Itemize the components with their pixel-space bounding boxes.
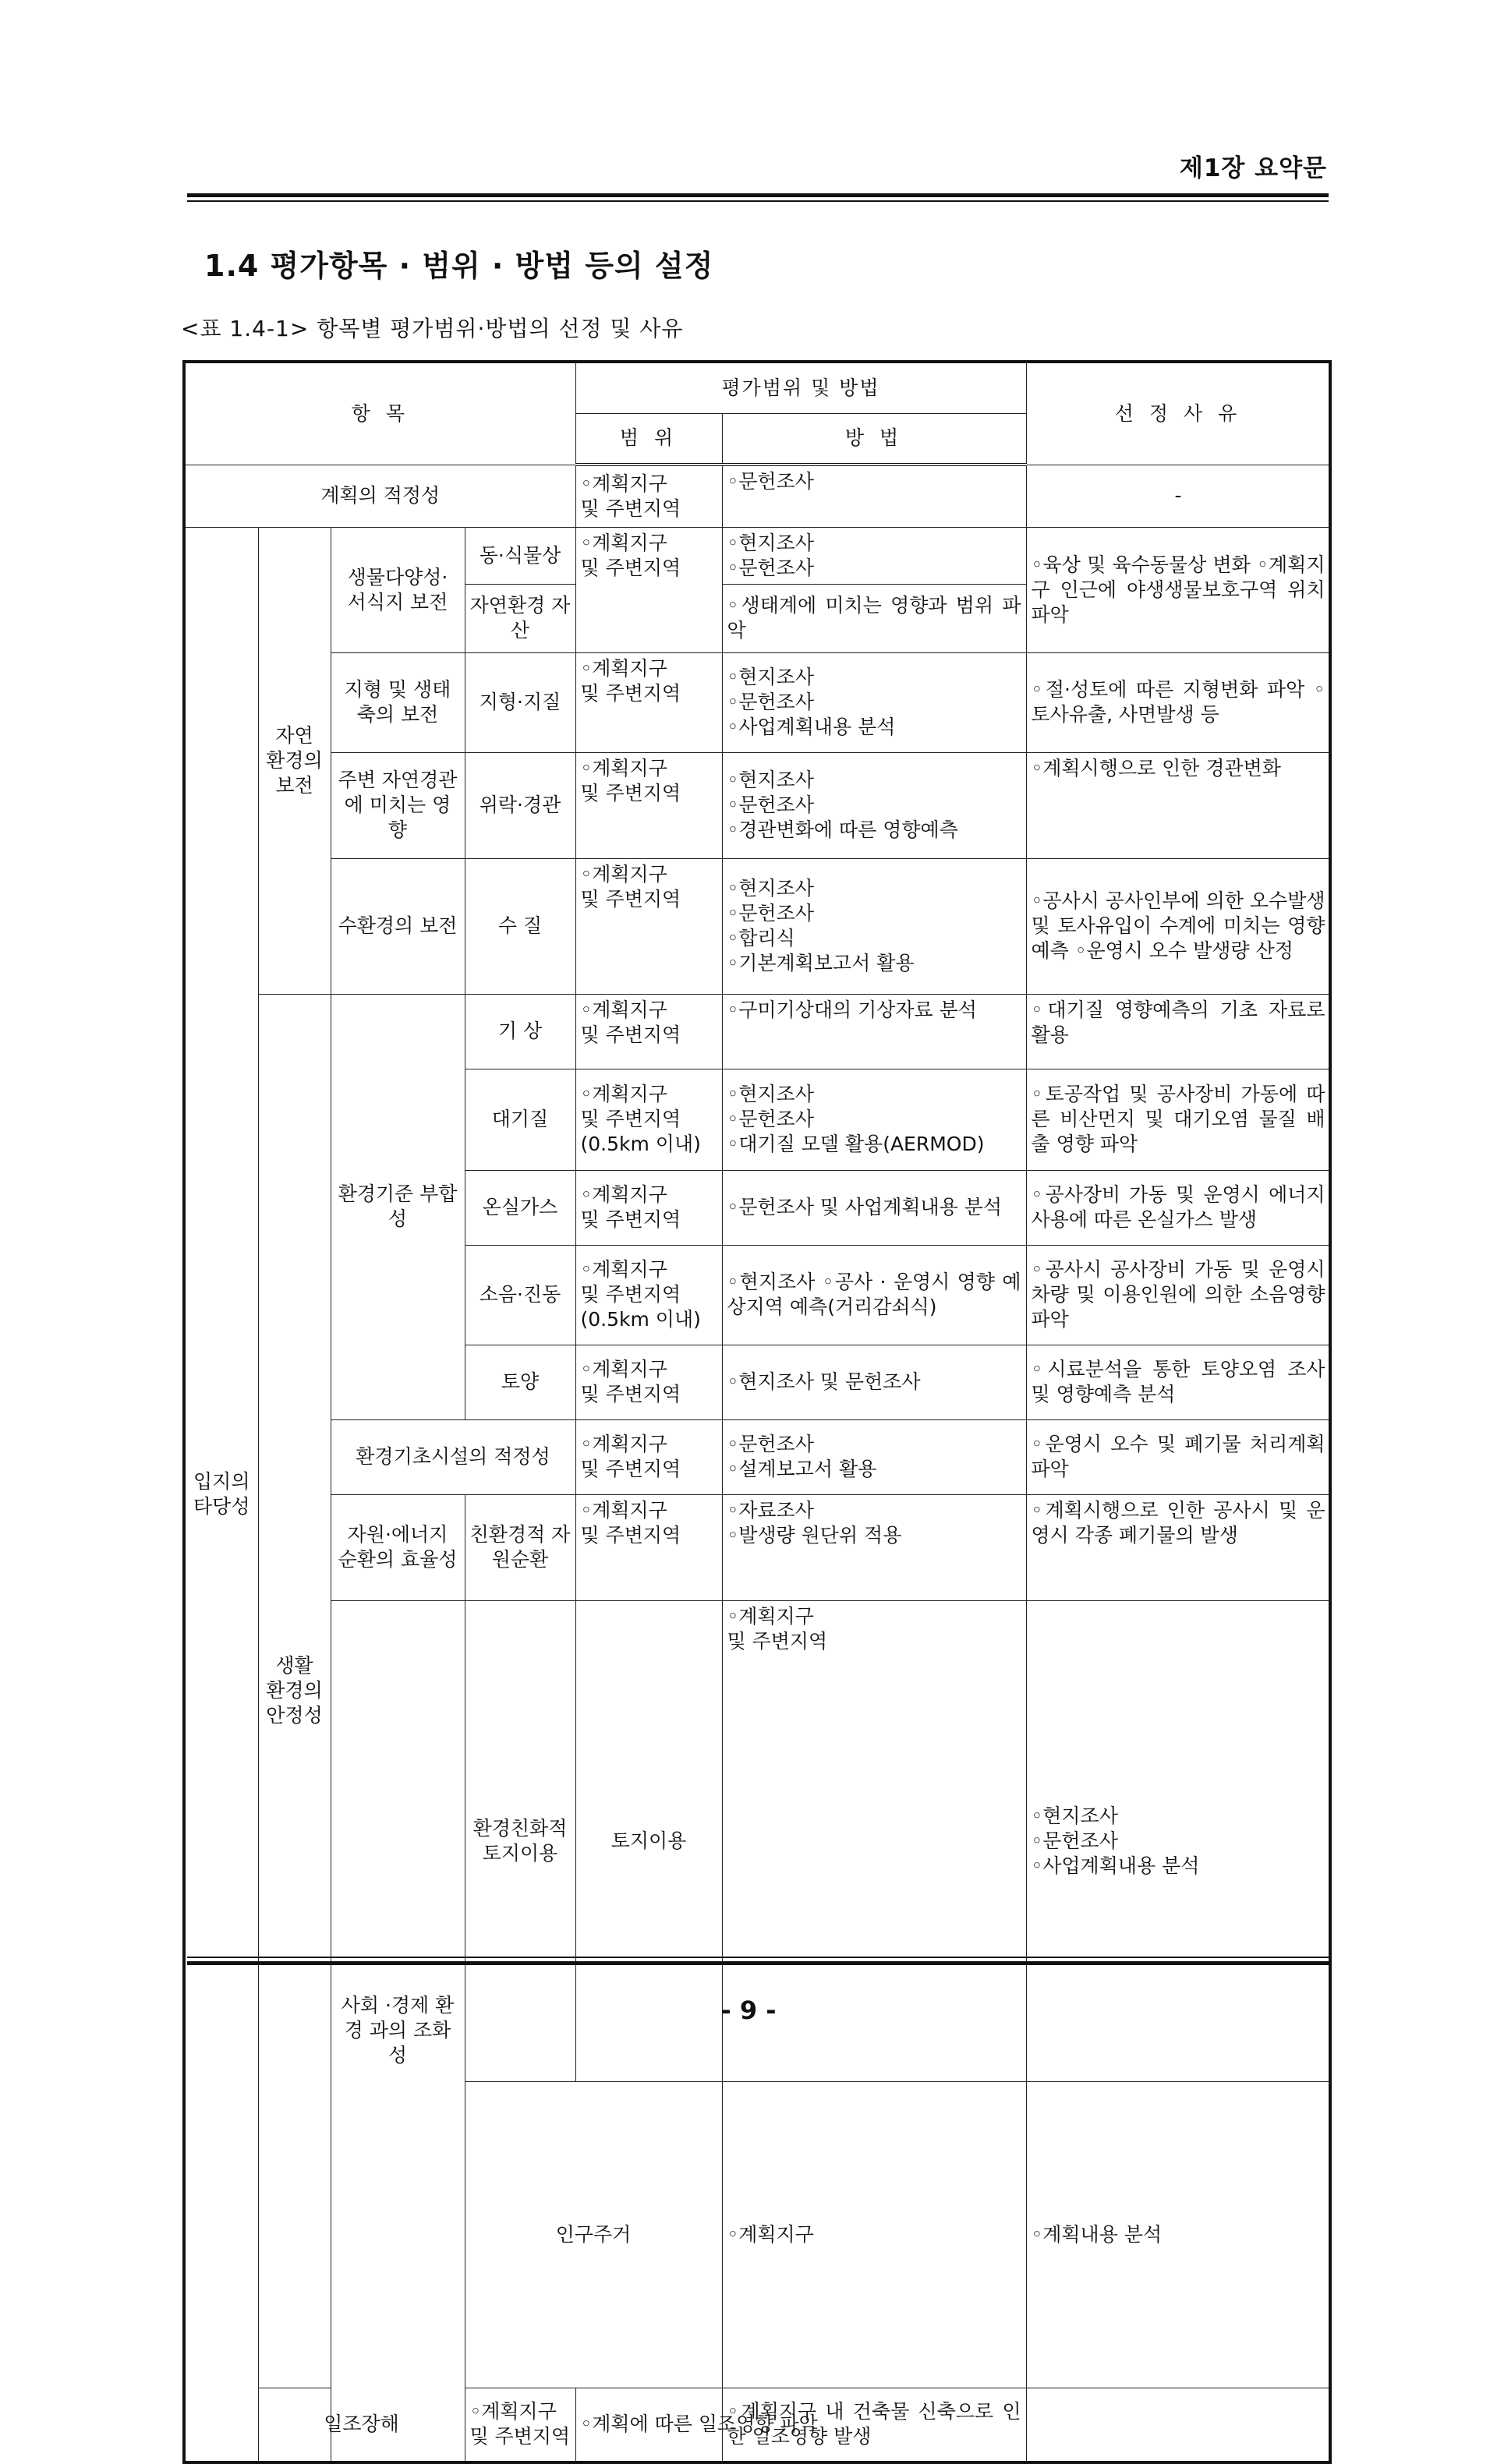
landscape-reason: ◦계획시행으로 인한 경관변화 — [1026, 752, 1330, 858]
plan-adequacy-reason: - — [1026, 465, 1330, 527]
subcategory-nature: 자연 환경의 보전 — [258, 527, 331, 994]
table-row — [184, 994, 1330, 1069]
noise-scope: ◦계획지구 및 주변지역 (0.5km 이내) — [575, 1245, 722, 1345]
env-standard-label: 환경기준 부합성 — [331, 994, 465, 1419]
table-row — [184, 858, 1330, 994]
header-scope: 범 위 — [575, 413, 722, 465]
resource-item: 친환경적 자원순환 — [465, 1494, 575, 1600]
ghg-method: ◦문헌조사 및 사업계획내용 분석 — [722, 1170, 1026, 1245]
sunlight-scope: ◦계획지구 및 주변지역 — [465, 2388, 575, 2462]
terrain-item: 지형·지질 — [465, 652, 575, 752]
landscape-scope: ◦계획지구 및 주변지역 — [575, 752, 722, 858]
bio-method1: ◦현지조사 ◦문헌조사 — [722, 527, 1026, 584]
header-scope-method: 평가범위 및 방법 — [575, 362, 1026, 413]
air-item: 대기질 — [465, 1069, 575, 1170]
table-caption: <표 1.4-1> 항목별 평가범위·방법의 선정 및 사유 — [181, 316, 684, 341]
table-row — [184, 752, 1330, 858]
resource-method: ◦자료조사 ◦발생량 원단위 적용 — [722, 1494, 1026, 1600]
landuse-method: ◦현지조사 ◦문헌조사 ◦사업계획내용 분석 — [1026, 1600, 1330, 2081]
table-row — [184, 652, 1330, 752]
bio-reason: ◦육상 및 육수동물상 변화 ◦계획지구 인근에 야생생물보호구역 위치 파악 — [1026, 527, 1330, 652]
water-item: 수 질 — [465, 858, 575, 994]
plan-adequacy-scope: ◦계획지구 및 주변지역 — [575, 465, 722, 527]
sunlight-method: ◦계획에 따른 일조영향 파악 — [575, 2388, 722, 2462]
air-method: ◦현지조사 ◦문헌조사 ◦대기질 모델 활용(AERMOD) — [722, 1069, 1026, 1170]
footer-rule-thick — [187, 1961, 1329, 1965]
terrain-reason: ◦절·성토에 따른 지형변화 파악 ◦토사유출, 사면발생 등 — [1026, 652, 1330, 752]
table-row — [184, 2388, 1330, 2462]
landuse-item: 토지이용 — [575, 1600, 722, 2081]
subcategory-social: 사회 ·경제 환경 과의 조화성 — [331, 1600, 465, 2462]
landscape-label: 주변 자연경관에 미치는 영향 — [331, 752, 465, 858]
sunlight-reason: ◦계획지구 내 건축물 신축으로 인한 일조영향 발생 — [722, 2388, 1026, 2462]
weather-reason: ◦대기질 영향예측의 기초 자료로 활용 — [1026, 994, 1330, 1069]
landscape-method: ◦현지조사 ◦문헌조사 ◦경관변화에 따른 영향예측 — [722, 752, 1026, 858]
evaluation-table — [182, 360, 1332, 2464]
bio-scope: ◦계획지구 및 주변지역 — [575, 527, 722, 652]
chapter-title: 제1장 요약문 — [1179, 154, 1327, 182]
terrain-label: 지형 및 생태축의 보전 — [331, 652, 465, 752]
header-reason: 선 정 사 유 — [1026, 362, 1330, 465]
terrain-method: ◦현지조사 ◦문헌조사 ◦사업계획내용 분석 — [722, 652, 1026, 752]
resource-scope: ◦계획지구 및 주변지역 — [575, 1494, 722, 1600]
resource-label: 자원·에너지 순환의 효율성 — [331, 1494, 465, 1600]
soil-scope: ◦계획지구 및 주변지역 — [575, 1345, 722, 1419]
soil-reason: ◦시료분석을 통한 토양오염 조사 및 영향예측 분석 — [1026, 1345, 1330, 1419]
soil-item: 토양 — [465, 1345, 575, 1419]
resource-reason: ◦계획시행으로 인한 공사시 및 운영시 각종 폐기물의 발생 — [1026, 1494, 1330, 1600]
footer-rule-thin — [187, 1957, 1329, 1958]
section-title: 1.4 평가항목 · 범위 · 방법 등의 설정 — [204, 249, 714, 283]
air-scope: ◦계획지구 및 주변지역 (0.5km 이내) — [575, 1069, 722, 1170]
header-item: 항 목 — [184, 362, 575, 465]
landscape-item: 위락·경관 — [465, 752, 575, 858]
subcategory-living: 생활 환경의 안정성 — [258, 994, 331, 2388]
landuse-scope: ◦계획지구 및 주변지역 — [722, 1600, 1026, 2081]
table-row — [184, 465, 1330, 527]
soil-method: ◦현지조사 및 문헌조사 — [722, 1345, 1026, 1419]
water-method: ◦현지조사 ◦문헌조사 ◦합리식 ◦기본계획보고서 활용 — [722, 858, 1026, 994]
water-reason: ◦공사시 공사인부에 의한 오수발생 및 토사유입이 수계에 미치는 영향 예측 ◦운영시 오수 발생량 산정 — [1026, 858, 1330, 994]
population-label: 인구주거 — [465, 2081, 722, 2388]
plan-adequacy-method: ◦문헌조사 — [722, 465, 1026, 527]
terrain-scope: ◦계획지구 및 주변지역 — [575, 652, 722, 752]
header-method: 방 법 — [722, 413, 1026, 465]
air-reason: ◦토공작업 및 공사장비 가동에 따른 비산먼지 및 대기오염 물질 배출 영향 파악 — [1026, 1069, 1330, 1170]
bio-item2: 자연환경 자산 — [465, 584, 575, 652]
population-method: ◦계획내용 분석 — [1026, 2081, 1330, 2388]
ghg-item: 온실가스 — [465, 1170, 575, 1245]
infra-reason: ◦운영시 오수 및 폐기물 처리계획 파악 — [1026, 1419, 1330, 1494]
table-row — [184, 1494, 1330, 1600]
plan-adequacy-label: 계획의 적정성 — [184, 465, 575, 527]
page-number: - 9 - — [720, 1996, 777, 2025]
sunlight-label: 일조장해 — [258, 2388, 465, 2462]
header-rule-thin — [187, 200, 1329, 202]
water-label: 수환경의 보전 — [331, 858, 465, 994]
population-scope: ◦계획지구 — [722, 2081, 1026, 2388]
table-row — [184, 1419, 1330, 1494]
bio-item1: 동·식물상 — [465, 527, 575, 584]
noise-method: ◦현지조사 ◦공사 · 운영시 영향 예상지역 예측(거리감쇠식) — [722, 1245, 1026, 1345]
infra-label: 환경기초시설의 적정성 — [331, 1419, 575, 1494]
ghg-reason: ◦공사장비 가동 및 운영시 에너지사용에 따른 온실가스 발생 — [1026, 1170, 1330, 1245]
weather-method: ◦구미기상대의 기상자료 분석 — [722, 994, 1026, 1069]
ghg-scope: ◦계획지구 및 주변지역 — [575, 1170, 722, 1245]
landuse-label: 환경친화적 토지이용 — [465, 1600, 575, 2081]
infra-method: ◦문헌조사 ◦설계보고서 활용 — [722, 1419, 1026, 1494]
weather-scope: ◦계획지구 및 주변지역 — [575, 994, 722, 1069]
category-site: 입지의 타당성 — [184, 527, 258, 2462]
table-row — [184, 527, 1330, 584]
water-scope: ◦계획지구 및 주변지역 — [575, 858, 722, 994]
noise-reason: ◦공사시 공사장비 가동 및 운영시 차량 및 이용인원에 의한 소음영향 파악 — [1026, 1245, 1330, 1345]
bio-method2: ◦생태계에 미치는 영향과 범위 파악 — [722, 584, 1026, 652]
noise-item: 소음·진동 — [465, 1245, 575, 1345]
bio-label: 생물다양성· 서식지 보전 — [331, 527, 465, 652]
infra-scope: ◦계획지구 및 주변지역 — [575, 1419, 722, 1494]
header-rule-thick — [187, 193, 1329, 197]
weather-item: 기 상 — [465, 994, 575, 1069]
